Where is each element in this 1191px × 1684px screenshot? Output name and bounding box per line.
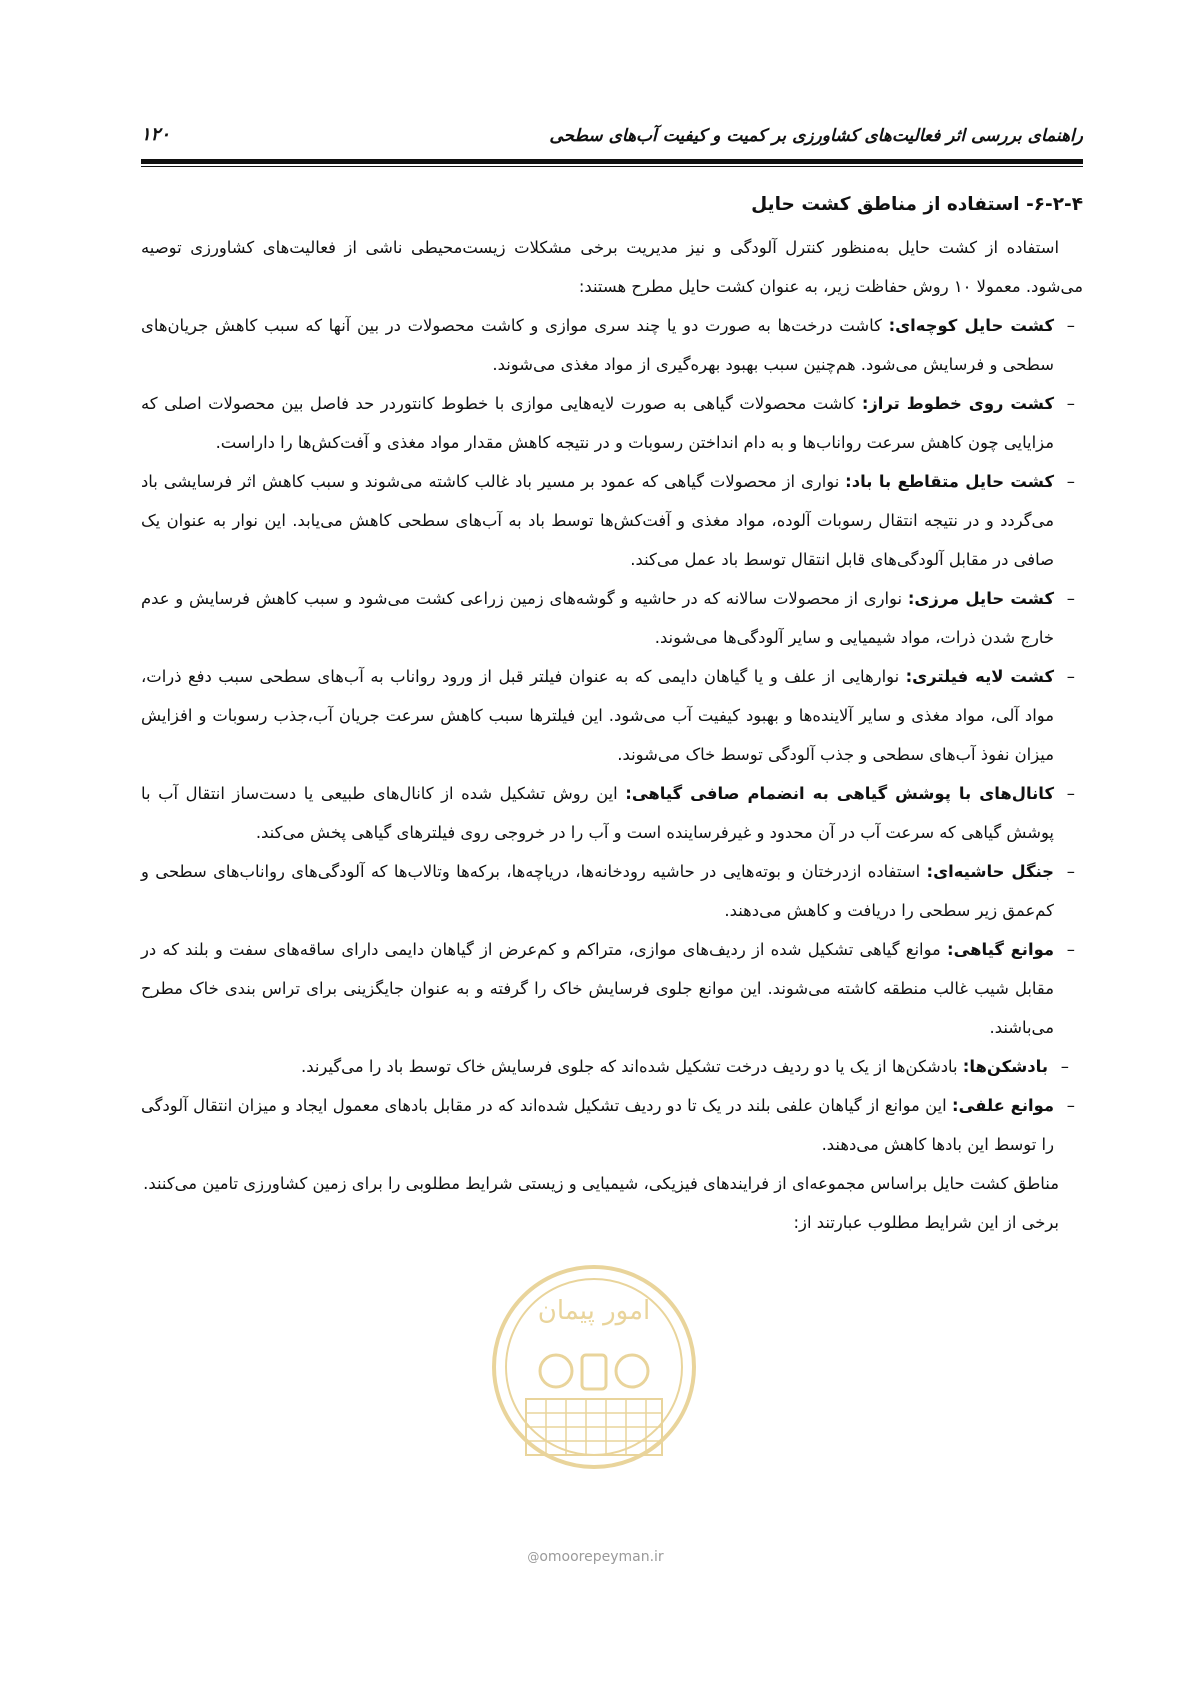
header-rule-thin <box>141 166 1083 167</box>
list-item <box>141 930 1083 1047</box>
method-list <box>141 306 1083 1164</box>
dash-bullet: – <box>1066 472 1075 491</box>
closing-paragraph: مناطق کشت حایل براساس مجموعه‌ای از فرایندهای فیزیکی، شیمیایی و زیستی شرایط مطلوبی را برای زمین کشاورزی تامین می‌کنند. <box>143 1174 1059 1193</box>
item-term: کشت حایل کوچه‌ای: <box>888 316 1054 335</box>
section-heading: ۶-۲-۴- استفاده از مناطق کشت حایل <box>751 194 1083 215</box>
item-term: بادشکن‌ها: <box>962 1057 1048 1076</box>
dash-bullet: – <box>1066 862 1075 881</box>
item-text: موانع گیاهی تشکیل شده از ردیف‌های موازی، متراکم و کم‌عرض از گیاهان دایمی دارای ساقه‌های سفت و بلند که در مقابل شیب غالب منطقه کاشته می‌شوند. این موانع جلوی فرسایش خاک را گرفته و به عنوان جایگزینی برای تراس بندی خاک مطرح می‌باشند. <box>141 940 1054 1037</box>
watermark-url-text: omoorepeyman.ir <box>539 1549 664 1565</box>
item-term: جنگل حاشیه‌ای: <box>926 862 1054 881</box>
item-term: کانال‌های با پوشش گیاهی به انضمام صافی گیاهی: <box>625 784 1054 803</box>
body-content <box>141 185 1083 1242</box>
list-item <box>141 306 1083 384</box>
list-item <box>141 657 1083 774</box>
item-text: کاشت محصولات گیاهی به صورت لایه‌هایی موازی با خطوط کانتوردر حد فاصل بین محصولات اصلی که مزایایی چون کاهش سرعت رواناب‌ها و به دام انداختن رسوبات و در نتیجه کاهش مقدار مواد مغذی و آفت‌کش‌ها را داراست. <box>141 394 1054 452</box>
closing-line: برخی از این شرایط مطلوب عبارتند از: <box>793 1213 1059 1232</box>
page-number: ۱۲۰ <box>141 124 171 145</box>
watermark-logo <box>486 1259 702 1475</box>
intro-paragraph: استفاده از کشت حایل به‌منظور کنترل آلودگی و نیز مدیریت برخی مشکلات زیست‌محیطی ناشی از فعالیت‌های کشاورزی توصیه می‌شود. معمولا ۱۰ روش حفاظت زیر، به عنوان کشت حایل مطرح هستند: <box>141 238 1083 296</box>
dash-bullet: – <box>1066 394 1075 413</box>
list-item <box>141 774 1083 852</box>
item-term: موانع علفی: <box>952 1096 1055 1115</box>
header-rule-thick <box>141 159 1083 164</box>
item-text: کاشت درخت‌ها به صورت دو یا چند سری موازی و کاشت محصولات در بین آنها که سبب کاهش جریان‌های سطحی و فرسایش می‌شود. هم‌چنین سبب بهبود بهره‌گیری از مواد مغذی می‌شوند. <box>141 316 1054 374</box>
item-term: کشت لایه فیلتری: <box>905 667 1054 686</box>
list-item <box>141 1086 1083 1164</box>
list-item <box>141 1047 1083 1086</box>
item-text: نوارهایی از علف و یا گیاهان دایمی که به عنوان فیلتر قبل از ورود رواناب به آب‌های سطحی سبب دفع ذرات، مواد آلی، مواد مغذی و سایر آلاینده‌ها و بهبود کیفیت آب می‌شود. این فیلترها سبب کاهش سرعت جریان آب،جذب رسوبات و افزایش میزان نفوذ آب‌های سطحی و جذب آلودگی توسط خاک می‌شوند. <box>141 667 1054 764</box>
dash-bullet: – <box>1066 589 1075 608</box>
dash-bullet: – <box>1060 1057 1069 1076</box>
item-text: بادشکن‌ها از یک یا دو ردیف درخت تشکیل شده‌اند که جلوی فرسایش خاک توسط باد را می‌گیرند. <box>301 1057 963 1076</box>
dash-bullet: – <box>1066 316 1075 335</box>
watermark-logo-text: امور پیمان <box>537 1296 651 1326</box>
at-icon: @ <box>527 1550 540 1564</box>
item-text: استفاده ازدرختان و بوته‌هایی در حاشیه رودخانه‌ها، دریاچه‌ها، برکه‌ها وتالاب‌ها که آلودگی‌های رواناب‌های سطحی و کم‌عمق زیر سطحی را دریافت و کاهش می‌دهند. <box>141 862 1054 920</box>
list-item <box>141 384 1083 462</box>
item-term: کشت روی خطوط تراز: <box>861 394 1054 413</box>
list-item <box>141 462 1083 579</box>
dash-bullet: – <box>1066 1096 1075 1115</box>
item-text: این روش تشکیل شده از کانال‌های طبیعی یا دست‌ساز انتقال آب با پوشش گیاهی که سرعت آب در آن محدود و غیرفرساینده است و آب را در خروجی روی فیلترهای گیاهی پخش می‌کند. <box>141 784 1054 842</box>
item-text: این موانع از گیاهان علفی بلند در یک تا دو ردیف تشکیل شده‌اند که در مقابل بادهای معمول ایجاد و میزان انتقال آلودگی را توسط این بادها کاهش می‌دهند. <box>141 1096 1054 1154</box>
item-term: موانع گیاهی: <box>947 940 1054 959</box>
dash-bullet: – <box>1066 784 1075 803</box>
list-item <box>141 852 1083 930</box>
item-term: کشت حایل مرزی: <box>907 589 1054 608</box>
item-text: نواری از محصولات سالانه که در حاشیه و گوشه‌های زمین زراعی کشت می‌شود و سبب کاهش فرسایش و عدم خارج شدن ذرات، مواد شیمیایی و سایر آلودگی‌ها می‌شوند. <box>141 589 1054 647</box>
item-term: کشت حایل متقاطع با باد: <box>845 472 1054 491</box>
watermark-url <box>0 1549 1191 1565</box>
running-header <box>141 122 1083 152</box>
dash-bullet: – <box>1066 940 1075 959</box>
header-title: راهنمای بررسی اثر فعالیت‌های کشاورزی بر کمیت و کیفیت آب‌های سطحی <box>549 126 1083 146</box>
dash-bullet: – <box>1066 667 1075 686</box>
item-text: نواری از محصولات گیاهی که عمود بر مسیر باد غالب کاشته می‌شوند و سبب کاهش اثر فرسایشی باد می‌گردد و در نتیجه انتقال رسوبات آلوده، مواد مغذی و آفت‌کش‌ها توسط باد به آب‌های سطحی کاهش می‌یابد. این نوار به عنوان یک صافی در مقابل آلودگی‌های قابل انتقال توسط باد عمل می‌کند. <box>141 472 1054 569</box>
list-item <box>141 579 1083 657</box>
